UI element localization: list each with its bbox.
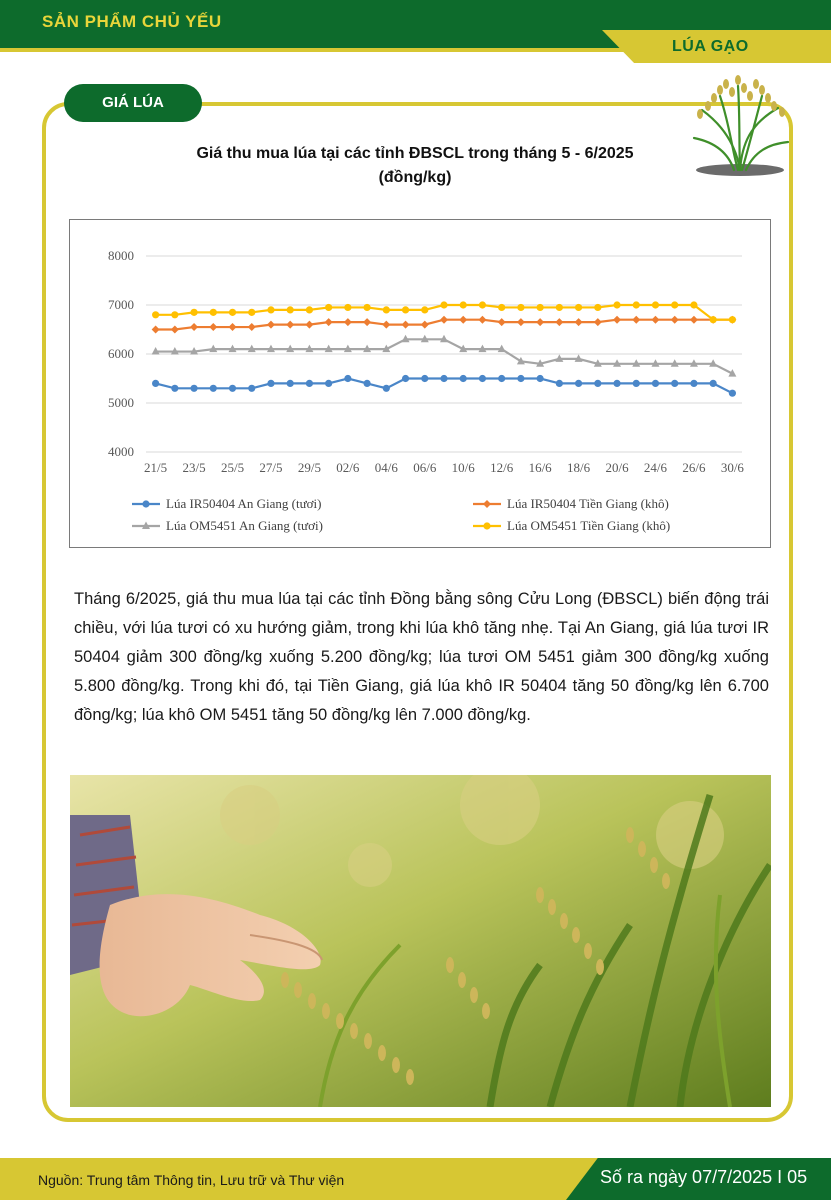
data-point xyxy=(267,321,275,329)
y-tick-label: 5000 xyxy=(108,395,134,410)
x-tick-label: 10/6 xyxy=(451,460,475,475)
data-point xyxy=(286,321,294,329)
data-point xyxy=(287,380,294,387)
price-line-chart xyxy=(70,220,770,547)
data-point xyxy=(613,301,620,308)
data-point xyxy=(671,316,679,324)
x-tick-label: 12/6 xyxy=(490,460,514,475)
data-point xyxy=(479,301,486,308)
y-tick-label: 8000 xyxy=(108,248,134,263)
legend-label: Lúa OM5451 Tiền Giang (khô) xyxy=(507,518,671,533)
data-point xyxy=(190,309,197,316)
series-line xyxy=(156,339,733,373)
data-point xyxy=(344,375,351,382)
data-point xyxy=(556,304,563,311)
data-point xyxy=(710,380,717,387)
data-point xyxy=(171,385,178,392)
data-point xyxy=(325,318,333,326)
data-point xyxy=(363,380,370,387)
data-point xyxy=(613,316,621,324)
section-title: SẢN PHẨM CHỦ YẾU xyxy=(42,12,222,31)
data-point xyxy=(498,375,505,382)
data-point xyxy=(229,385,236,392)
data-point xyxy=(267,306,274,313)
data-point xyxy=(690,301,697,308)
data-point xyxy=(498,318,506,326)
data-point xyxy=(267,380,274,387)
data-point xyxy=(460,301,467,308)
data-point xyxy=(383,306,390,313)
data-point xyxy=(478,316,486,324)
data-point xyxy=(383,385,390,392)
x-tick-label: 02/6 xyxy=(336,460,360,475)
y-tick-label: 6000 xyxy=(108,346,134,361)
data-point xyxy=(710,316,717,323)
data-point xyxy=(690,380,697,387)
x-tick-label: 16/6 xyxy=(528,460,552,475)
chart-title-line1: Giá thu mua lúa tại các tỉnh ĐBSCL trong tháng 5 - 6/2025 xyxy=(196,145,634,162)
data-point xyxy=(209,323,217,331)
y-tick-label: 7000 xyxy=(108,297,134,312)
data-point xyxy=(325,304,332,311)
data-point xyxy=(402,306,409,313)
legend-label: Lúa OM5451 An Giang (tươi) xyxy=(166,518,323,533)
panel-tag: GIÁ LÚA xyxy=(64,84,202,122)
chart-title xyxy=(110,142,720,190)
data-point xyxy=(594,318,602,326)
y-tick-label: 4000 xyxy=(108,444,134,459)
data-point xyxy=(152,326,160,334)
data-point xyxy=(479,375,486,382)
x-tick-label: 24/6 xyxy=(643,460,668,475)
chart-container xyxy=(69,219,771,548)
x-tick-label: 06/6 xyxy=(413,460,437,475)
data-point xyxy=(652,380,659,387)
legend-marker xyxy=(483,522,490,529)
data-point xyxy=(344,318,352,326)
data-point xyxy=(613,380,620,387)
x-tick-label: 21/5 xyxy=(144,460,168,475)
data-point xyxy=(651,316,659,324)
data-point xyxy=(210,385,217,392)
data-point xyxy=(382,321,390,329)
x-tick-label: 04/6 xyxy=(374,460,398,475)
data-point xyxy=(190,385,197,392)
legend-marker xyxy=(483,500,491,508)
data-point xyxy=(402,321,410,329)
data-point xyxy=(363,304,370,311)
data-point xyxy=(517,318,525,326)
data-point xyxy=(575,318,583,326)
data-point xyxy=(287,306,294,313)
x-tick-label: 18/6 xyxy=(567,460,591,475)
source-note: Nguồn: Trung tâm Thông tin, Lưu trữ và Thư viện xyxy=(38,1172,345,1188)
data-point xyxy=(459,316,467,324)
data-point xyxy=(363,318,371,326)
data-point xyxy=(248,385,255,392)
legend-marker xyxy=(142,500,149,507)
data-point xyxy=(152,311,159,318)
data-point xyxy=(594,304,601,311)
data-point xyxy=(690,316,698,324)
data-point xyxy=(306,306,313,313)
data-point xyxy=(575,380,582,387)
data-point xyxy=(671,380,678,387)
data-point xyxy=(421,375,428,382)
data-point xyxy=(537,304,544,311)
data-point xyxy=(229,323,237,331)
x-tick-label: 29/5 xyxy=(297,460,321,475)
x-tick-label: 27/5 xyxy=(259,460,283,475)
data-point xyxy=(440,316,448,324)
data-point xyxy=(517,375,524,382)
data-point xyxy=(632,316,640,324)
data-point xyxy=(190,323,198,331)
chart-title-line2: (đồng/kg) xyxy=(378,169,452,186)
data-point xyxy=(671,301,678,308)
data-point xyxy=(305,321,313,329)
data-point xyxy=(517,304,524,311)
x-tick-label: 26/6 xyxy=(682,460,706,475)
data-point xyxy=(537,375,544,382)
x-tick-label: 25/5 xyxy=(220,460,245,475)
data-point xyxy=(171,311,178,318)
data-point xyxy=(556,380,563,387)
data-point xyxy=(440,301,447,308)
data-point xyxy=(421,306,428,313)
data-point xyxy=(594,380,601,387)
legend-label: Lúa IR50404 Tiền Giang (khô) xyxy=(507,496,669,511)
data-point xyxy=(402,375,409,382)
x-tick-label: 20/6 xyxy=(605,460,629,475)
data-point xyxy=(498,304,505,311)
data-point xyxy=(575,304,582,311)
category-label: LÚA GẠO xyxy=(672,38,749,55)
data-point xyxy=(171,326,179,334)
data-point xyxy=(440,375,447,382)
data-point xyxy=(633,380,640,387)
data-point xyxy=(248,323,256,331)
data-point xyxy=(460,375,467,382)
data-point xyxy=(229,309,236,316)
x-tick-label: 30/6 xyxy=(720,460,744,475)
data-point xyxy=(421,321,429,329)
data-point xyxy=(652,301,659,308)
data-point xyxy=(344,304,351,311)
rice-field-photo xyxy=(70,775,771,1107)
data-point xyxy=(306,380,313,387)
data-point xyxy=(555,318,563,326)
body-paragraph: Tháng 6/2025, giá thu mua lúa tại các tỉnh Đồng bằng sông Cửu Long (ĐBSCL) biến động trái chiều, với lúa tươi có xu hướng giảm, trong khi lúa khô tăng nhẹ. Tại An Giang, giá lúa tươi IR 50404 giảm 300 đồng/kg xuống 5.200 đồng/kg; lúa tươi OM 5451 giảm 300 đồng/kg xuống 5.800 đồng/kg. Trong khi đó, tại Tiền Giang, giá lúa khô IR 50404 tăng 50 đồng/kg lên 6.700 đồng/kg; lúa khô OM 5451 tăng 50 đồng/kg lên 7.000 đồng/kg. xyxy=(74,590,769,724)
data-point xyxy=(248,309,255,316)
data-point xyxy=(152,380,159,387)
data-point xyxy=(633,301,640,308)
legend-label: Lúa IR50404 An Giang (tươi) xyxy=(166,496,322,511)
data-point xyxy=(729,390,736,397)
issue-label: Số ra ngày 07/7/2025 I 05 xyxy=(600,1167,808,1187)
data-point xyxy=(325,380,332,387)
data-point xyxy=(729,316,736,323)
data-point xyxy=(210,309,217,316)
x-tick-label: 23/5 xyxy=(182,460,206,475)
data-point xyxy=(536,318,544,326)
